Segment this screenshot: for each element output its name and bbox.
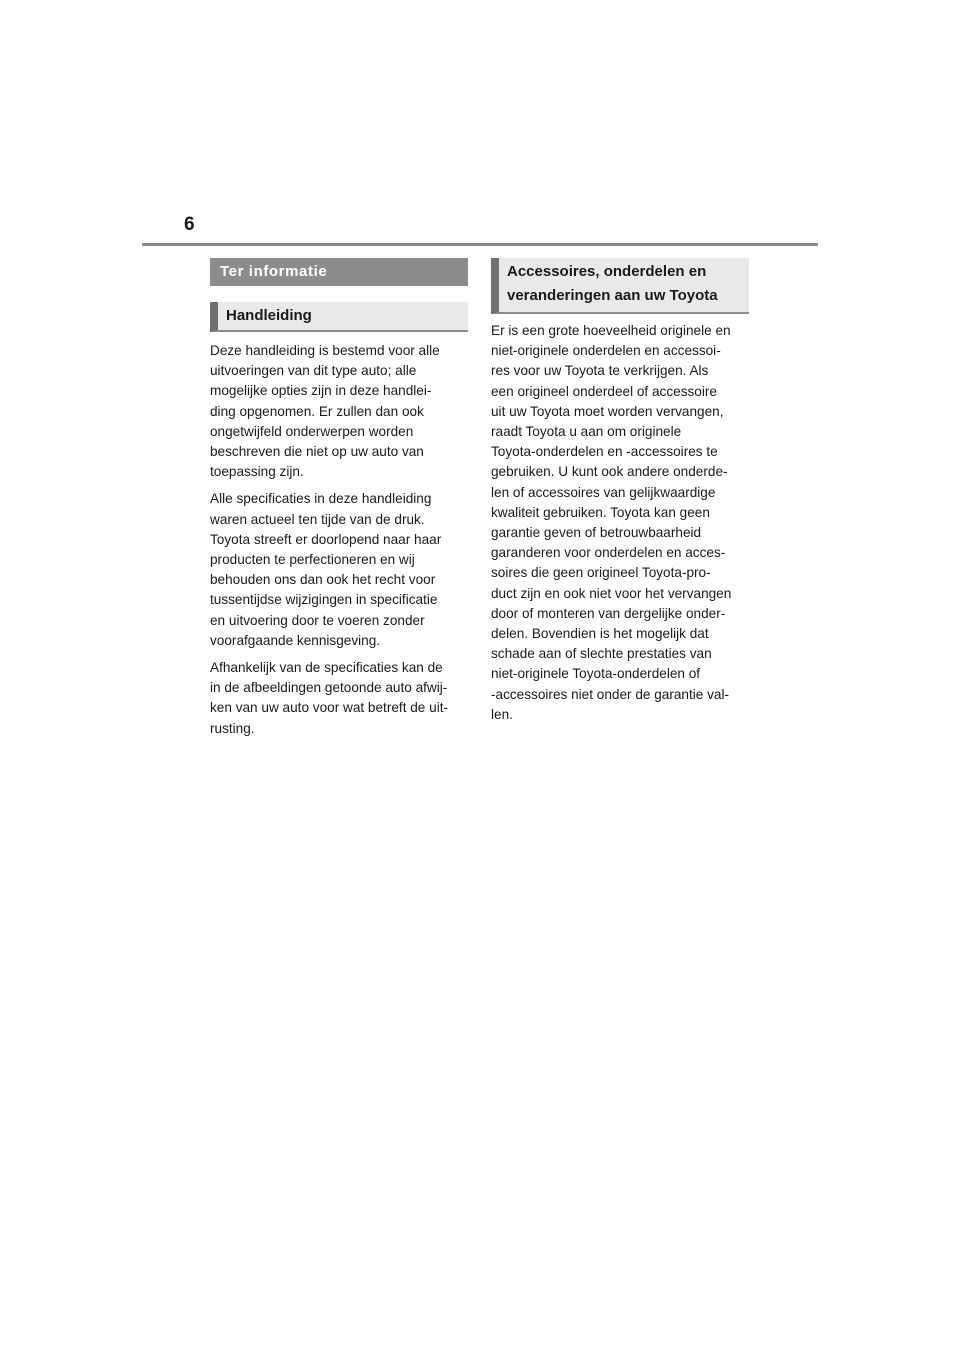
paragraph-1 xyxy=(210,341,468,482)
text-line: ding opgenomen. Er zullen dan ook xyxy=(210,403,424,419)
text-line: -accessoires niet onder de garantie val- xyxy=(491,686,730,702)
text-line: schade aan of slechte prestaties van xyxy=(491,646,712,662)
text-line: niet-originele Toyota-onderdelen of xyxy=(491,666,701,682)
text-line: gebruiken. U kunt ook andere onderde- xyxy=(491,464,728,480)
text-line: behouden ons dan ook het recht voor xyxy=(210,572,436,588)
text-line: Deze handleiding is bestemd voor alle xyxy=(210,343,440,358)
paragraph-3 xyxy=(210,658,468,739)
text-line: duct zijn en ook niet voor het vervangen xyxy=(491,585,732,601)
text-line: uitvoeringen van dit type auto; alle xyxy=(210,363,417,379)
text-line: Toyota-onderdelen en -accessoires te xyxy=(491,444,718,460)
left-column xyxy=(210,258,468,739)
section-title: Ter informatie xyxy=(210,258,468,286)
header-rule xyxy=(142,243,818,246)
text-line: soires die geen origineel Toyota-pro- xyxy=(491,565,711,581)
title-line: Accessoires, onderdelen en xyxy=(507,263,707,280)
text-line: mogelijke opties zijn in deze handlei- xyxy=(210,383,432,399)
text-line: garanderen voor onderdelen en acces- xyxy=(491,545,726,561)
paragraph-2 xyxy=(210,489,468,651)
paragraph-accessoires xyxy=(491,321,749,725)
page-number: 6 xyxy=(184,214,195,235)
text-line: waren actueel ten tijde van de druk. xyxy=(210,511,425,527)
subsection-title-handleiding: Handleiding xyxy=(210,302,468,332)
text-line: niet-originele onderdelen en accessoi- xyxy=(491,343,721,359)
text-line: een origineel onderdeel of accessoire xyxy=(491,383,717,399)
text-line: producten te perfectioneren en wij xyxy=(210,552,415,568)
text-line: res voor uw Toyota te verkrijgen. Als xyxy=(491,363,709,379)
text-line: Er is een grote hoeveelheid originele en xyxy=(491,323,731,338)
text-line: in de afbeeldingen getoonde auto afwij- xyxy=(210,680,448,696)
text-line: tussentijdse wijzigingen in specificatie xyxy=(210,592,438,608)
title-line: veranderingen aan uw Toyota xyxy=(507,287,718,304)
text-line: len. xyxy=(491,706,513,722)
subsection-title-accessoires xyxy=(491,258,749,314)
text-line: door of monteren van dergelijke onder- xyxy=(491,605,726,621)
text-line: Alle specificaties in deze handleiding xyxy=(210,491,432,507)
text-line: ongetwijfeld onderwerpen worden xyxy=(210,423,414,439)
text-line: garantie geven of betrouwbaarheid xyxy=(491,525,702,541)
text-line: rusting. xyxy=(210,720,255,736)
text-line: len of accessoires van gelijkwaardige xyxy=(491,484,716,500)
text-line: ken van uw auto voor wat betreft de uit- xyxy=(210,700,449,716)
text-line: raadt Toyota u aan om originele xyxy=(491,424,682,440)
text-line: beschreven die niet op uw auto van xyxy=(210,444,424,460)
right-column xyxy=(491,258,749,725)
text-line: voorafgaande kennisgeving. xyxy=(210,632,381,648)
text-line: en uitvoering door te voeren zonder xyxy=(210,612,425,628)
text-line: Toyota streeft er doorlopend naar haar xyxy=(210,531,442,547)
text-line: toepassing zijn. xyxy=(210,464,304,480)
text-line: kwaliteit gebruiken. Toyota kan geen xyxy=(491,504,710,520)
text-line: delen. Bovendien is het mogelijk dat xyxy=(491,626,709,642)
text-line: Afhankelijk van de specificaties kan de xyxy=(210,660,443,676)
text-line: uit uw Toyota moet worden vervangen, xyxy=(491,403,724,419)
